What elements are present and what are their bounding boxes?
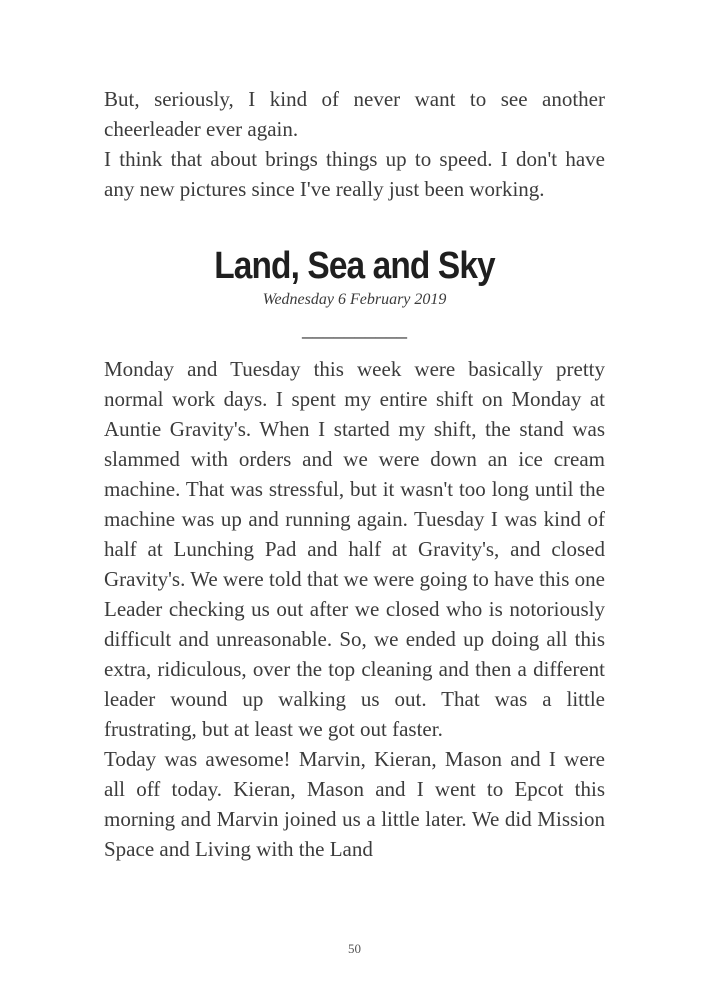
intro-paragraph-2: I think that about brings things up to speed. I don't have any new pictures since I've really just been working. [104,147,605,201]
section-divider: __________ [302,317,407,341]
intro-section [104,84,605,204]
post-header [104,246,605,310]
post-body-section [104,354,605,864]
post-title: Land, Sea and Sky [214,245,495,287]
post-date: Wednesday 6 February 2019 [262,291,447,308]
body-paragraph-2: Today was awesome! Marvin, Kieran, Mason and I were all off today. Kieran, Mason and I went to Epcot this morning and Marvin joined us a little later. We did Mission Space and Living with the Land [104,747,605,861]
body-paragraph-1: Monday and Tuesday this week were basically pretty normal work days. I spent my entire shift on Monday at Auntie Gravity's. When I started my shift, the stand was slammed with orders and we were down an ice cream machine. That was stressful, but it wasn't too long until the machine was up and running again. Tuesday I was kind of half at Lunching Pad and half at Gravity's, and closed Gravity's. We were told that we were going to have this one Leader checking us out after we closed who is notoriously difficult and unreasonable. So, we ended up doing all this extra, ridiculous, over the top cleaning and then a different leader wound up walking us out. That was a little frustrating, but at least we got out faster. [104,357,605,741]
page-number: 50 [348,941,361,956]
intro-paragraph-1: But, seriously, I kind of never want to see another cheerleader ever again. [104,87,605,141]
